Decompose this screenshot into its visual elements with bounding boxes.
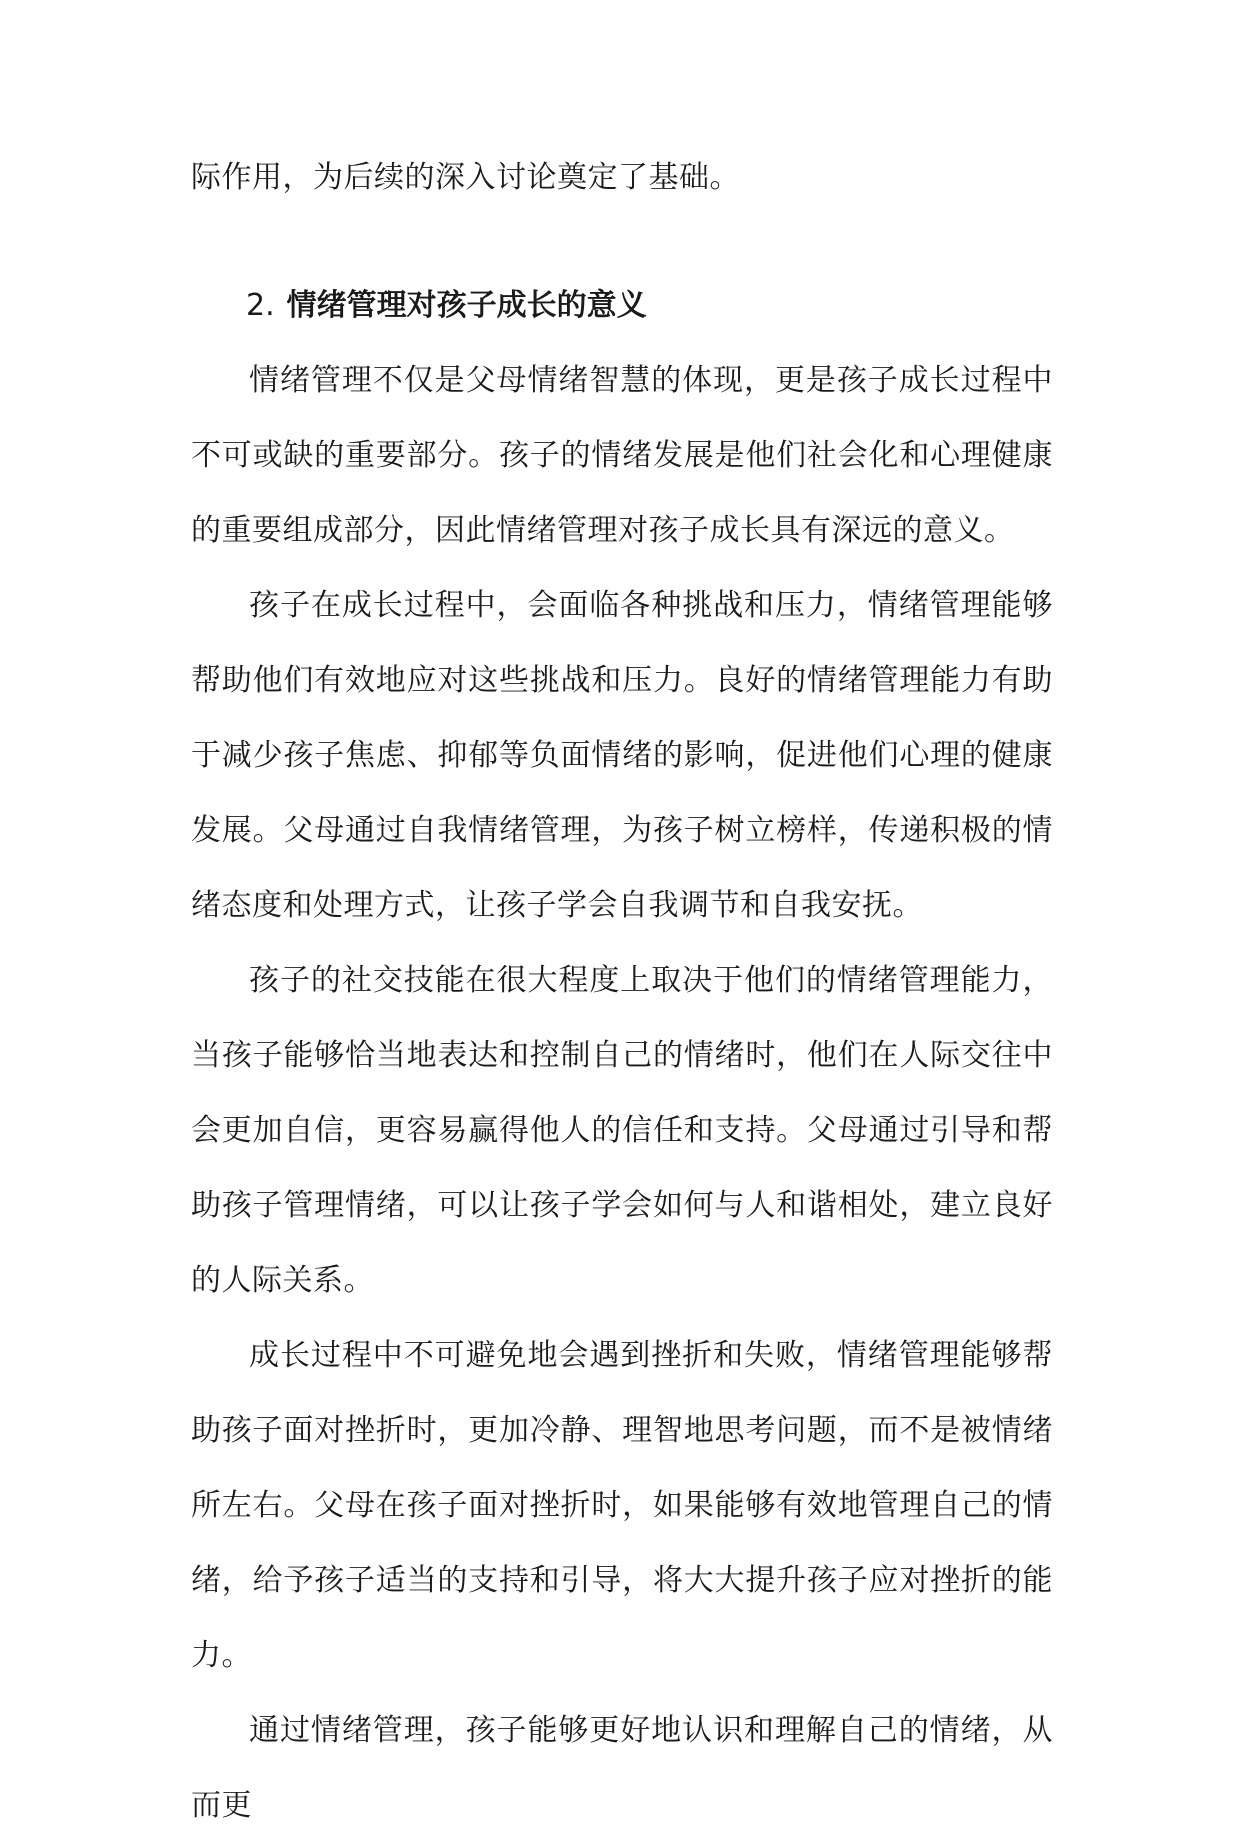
- body-paragraph-1: 情绪管理不仅是父母情绪智慧的体现，更是孩子成长过程中不可或缺的重要部分。孩子的情绪发展是他们社会化和心理健康的重要组成部分，因此情绪管理对孩子成长具有深远的意义。: [191, 363, 1053, 548]
- body-paragraph-3: 孩子的社交技能在很大程度上取决于他们的情绪管理能力，当孩子能够恰当地表达和控制自己的情绪时，他们在人际交往中会更加自信，更容易赢得他人的信任和支持。父母通过引导和帮助孩子管理情绪，可以让孩子学会如何与人和谐相处，建立良好的人际关系。: [191, 963, 1053, 1298]
- carryover-paragraph: 际作用，为后续的深入讨论奠定了基础。: [191, 160, 740, 195]
- section-heading: [191, 268, 1053, 343]
- body-paragraph-5: 通过情绪管理，孩子能够更好地认识和理解自己的情绪，从而更: [191, 1713, 1053, 1823]
- section-title: 情绪管理对孩子成长的意义: [286, 288, 647, 323]
- body-paragraph-2: 孩子在成长过程中，会面临各种挑战和压力，情绪管理能够帮助他们有效地应对这些挑战和压力。良好的情绪管理能力有助于减少孩子焦虑、抑郁等负面情绪的影响，促进他们心理的健康发展。父母通过自我情绪管理，为孩子树立榜样，传递积极的情绪态度和处理方式，让孩子学会自我调节和自我安抚。: [191, 588, 1053, 923]
- body-paragraph-4: 成长过程中不可避免地会遇到挫折和失败，情绪管理能够帮助孩子面对挫折时，更加冷静、理智地思考问题，而不是被情绪所左右。父母在孩子面对挫折时，如果能够有效地管理自己的情绪，给予孩子适当的支持和引导，将大大提升孩子应对挫折的能力。: [191, 1338, 1053, 1673]
- page-body: [191, 140, 1053, 1843]
- section-number: 2.: [246, 288, 275, 323]
